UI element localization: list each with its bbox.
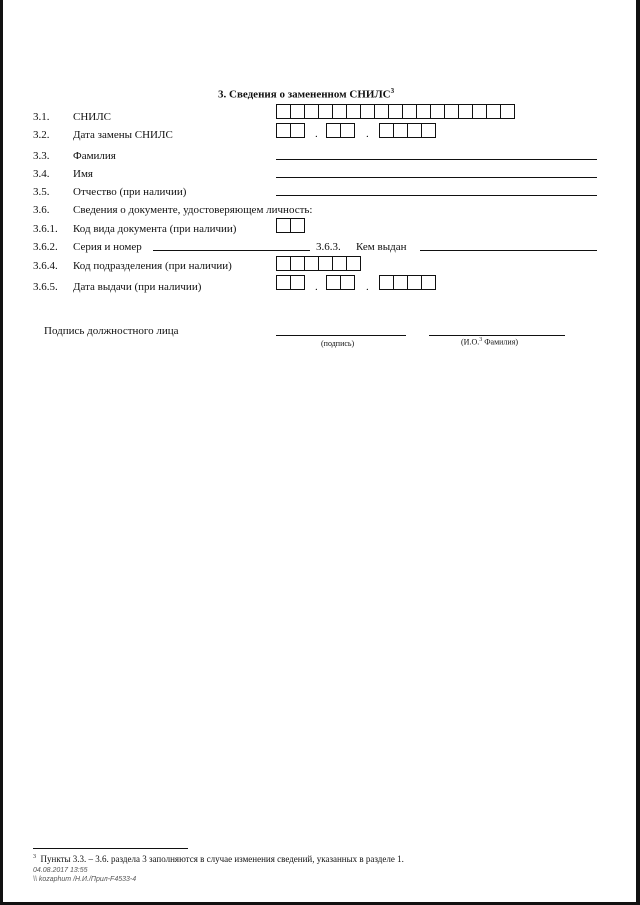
box[interactable] xyxy=(326,275,341,290)
replace-month-boxes[interactable] xyxy=(326,123,354,138)
signature-line[interactable] xyxy=(276,335,406,336)
box[interactable] xyxy=(444,104,459,119)
name-surname-caption: (И.О.$^3$ Фамилия) xyxy=(461,337,519,347)
issue-day-boxes[interactable] xyxy=(276,275,304,290)
date-separator: . xyxy=(315,281,318,293)
row-num-3-6-2: 3.6.2. xyxy=(33,241,58,253)
box[interactable] xyxy=(290,104,305,119)
box[interactable] xyxy=(458,104,473,119)
box[interactable] xyxy=(340,275,355,290)
box[interactable] xyxy=(318,256,333,271)
box[interactable] xyxy=(472,104,487,119)
box[interactable] xyxy=(407,123,422,138)
row-num-3-4: 3.4. xyxy=(33,168,50,180)
row-num-3-3: 3.3. xyxy=(33,150,50,162)
box[interactable] xyxy=(421,123,436,138)
row-label-issued-by: Кем выдан xyxy=(356,241,407,253)
doc-type-code-boxes[interactable] xyxy=(276,218,304,233)
series-number-line[interactable] xyxy=(153,250,310,251)
name-line[interactable] xyxy=(276,177,597,178)
replace-year-boxes[interactable] xyxy=(379,123,435,138)
box[interactable] xyxy=(290,275,305,290)
box[interactable] xyxy=(332,256,347,271)
issue-month-boxes[interactable] xyxy=(326,275,354,290)
box[interactable] xyxy=(486,104,501,119)
unit-code-boxes[interactable] xyxy=(276,256,360,271)
box[interactable] xyxy=(346,104,361,119)
box[interactable] xyxy=(402,104,417,119)
row-label-snils: СНИЛС xyxy=(73,111,112,123)
section-title: 3. Сведения о замененном СНИЛС$^3$ xyxy=(218,87,395,101)
box[interactable] xyxy=(379,275,394,290)
issued-by-line[interactable] xyxy=(420,250,597,251)
date-separator: . xyxy=(366,281,369,293)
box[interactable] xyxy=(416,104,431,119)
patronymic-line[interactable] xyxy=(276,195,597,196)
row-label-name: Имя xyxy=(73,168,93,180)
box[interactable] xyxy=(276,256,291,271)
row-label-id-document: Сведения о документе, удостоверяющем личность: xyxy=(73,204,313,216)
box[interactable] xyxy=(326,123,341,138)
date-separator: . xyxy=(366,128,369,140)
row-label-replace-date: Дата замены СНИЛС xyxy=(73,129,173,141)
row-label-patronymic: Отчество (при наличии) xyxy=(73,186,187,198)
row-num-3-6-4: 3.6.4. xyxy=(33,260,58,272)
replace-day-boxes[interactable] xyxy=(276,123,304,138)
box[interactable] xyxy=(340,123,355,138)
footnote-rule xyxy=(33,848,188,849)
box[interactable] xyxy=(290,123,305,138)
row-label-surname: Фамилия xyxy=(73,150,116,162)
snils-boxes[interactable] xyxy=(276,104,514,119)
box[interactable] xyxy=(500,104,515,119)
box[interactable] xyxy=(318,104,333,119)
row-label-series-number: Серия и номер xyxy=(73,241,142,253)
box[interactable] xyxy=(304,104,319,119)
issue-year-boxes[interactable] xyxy=(379,275,435,290)
box[interactable] xyxy=(393,123,408,138)
box[interactable] xyxy=(393,275,408,290)
box[interactable] xyxy=(374,104,389,119)
row-num-3-6-5: 3.6.5. xyxy=(33,281,58,293)
signature-caption: (подпись) xyxy=(321,339,355,348)
box[interactable] xyxy=(379,123,394,138)
signature-label: Подпись должностного лица xyxy=(44,325,179,337)
box[interactable] xyxy=(290,218,305,233)
box[interactable] xyxy=(388,104,403,119)
print-stamp-date: 04.08.2017 13:55 xyxy=(33,867,88,874)
page-frame-left xyxy=(0,0,3,905)
row-num-3-6: 3.6. xyxy=(33,204,50,216)
box[interactable] xyxy=(332,104,347,119)
box[interactable] xyxy=(421,275,436,290)
box[interactable] xyxy=(346,256,361,271)
box[interactable] xyxy=(430,104,445,119)
row-num-3-5: 3.5. xyxy=(33,186,50,198)
row-num-3-2: 3.2. xyxy=(33,129,50,141)
row-num-3-1: 3.1. xyxy=(33,111,50,123)
name-surname-line[interactable] xyxy=(429,335,565,336)
footnote: $^3$ Пункты 3.3. – 3.6. раздела 3 заполняются в случае изменения сведений, указанных в разделе 1. xyxy=(33,854,404,864)
row-label-issue-date: Дата выдачи (при наличии) xyxy=(73,281,202,293)
box[interactable] xyxy=(276,123,291,138)
print-stamp-path: \\ kozaphum /Н.И./Прил-F4533-4 xyxy=(33,876,137,883)
row-label-doc-type-code: Код вида документа (при наличии) xyxy=(73,223,237,235)
surname-line[interactable] xyxy=(276,159,597,160)
box[interactable] xyxy=(276,218,291,233)
row-label-unit-code: Код подразделения (при наличии) xyxy=(73,260,232,272)
date-separator: . xyxy=(315,128,318,140)
page-frame-right xyxy=(636,0,640,905)
box[interactable] xyxy=(407,275,422,290)
box[interactable] xyxy=(304,256,319,271)
row-num-3-6-3: 3.6.3. xyxy=(316,241,341,253)
box[interactable] xyxy=(276,275,291,290)
box[interactable] xyxy=(290,256,305,271)
box[interactable] xyxy=(276,104,291,119)
row-num-3-6-1: 3.6.1. xyxy=(33,223,58,235)
box[interactable] xyxy=(360,104,375,119)
